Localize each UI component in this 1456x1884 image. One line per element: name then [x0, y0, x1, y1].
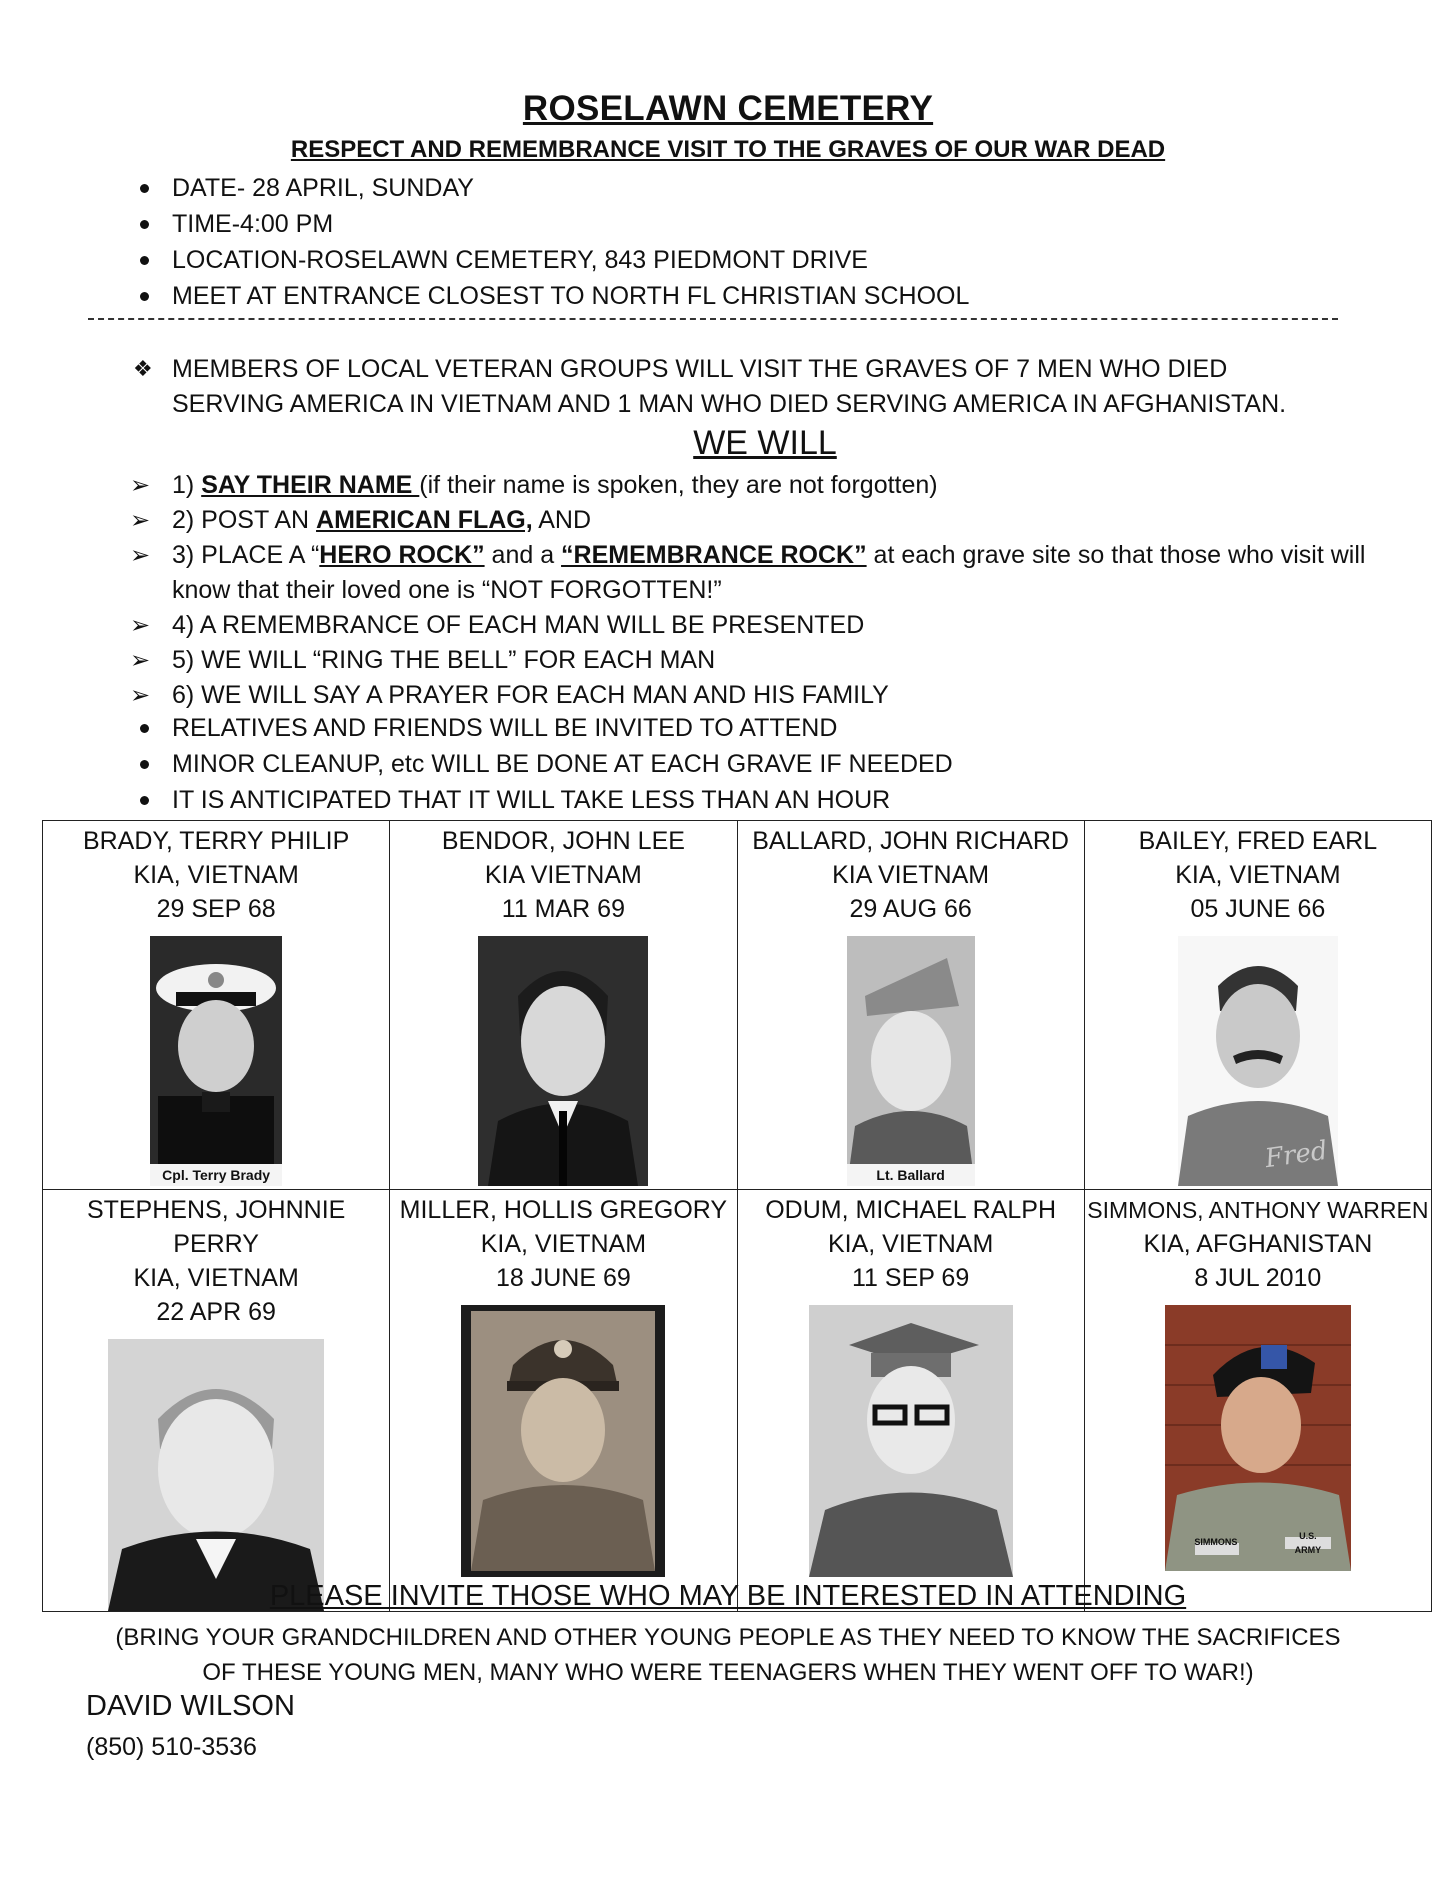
soldier-date: 11 SEP 69: [852, 1264, 970, 1292]
we-will-item-3: [0, 538, 1400, 608]
extra-info-relatives: RELATIVES AND FRIENDS WILL BE INVITED TO ATTEND: [0, 710, 953, 746]
event-date: DATE- 28 APRIL, SUNDAY: [0, 170, 969, 206]
photo-signature: Fred: [1263, 1135, 1330, 1175]
event-details-list: [0, 170, 969, 314]
soldier-name: BRADY, TERRY PHILIP: [82, 827, 350, 855]
we-will-list: [0, 468, 1400, 713]
photo-caption: Cpl. Terry Brady: [150, 1164, 282, 1186]
soldier-status: KIA VIETNAM: [832, 861, 990, 889]
soldier-status: KIA, VIETNAM: [827, 1230, 994, 1258]
soldier-date: 11 MAR 69: [501, 895, 625, 923]
photo-caption: SIMMONS: [1194, 1537, 1238, 1547]
extra-info-duration: IT IS ANTICIPATED THAT IT WILL TAKE LESS THAN AN HOUR: [0, 782, 953, 818]
soldier-photo: [1178, 936, 1338, 1186]
soldier-status: KIA, AFGHANISTAN: [1143, 1230, 1373, 1258]
page-subtitle: RESPECT AND REMEMBRANCE VISIT TO THE GRAVES OF OUR WAR DEAD: [290, 136, 1166, 163]
soldier-card-simmons: [1084, 1190, 1431, 1612]
soldier-card-ballard: [737, 821, 1084, 1190]
soldier-date: 18 JUNE 69: [495, 1264, 631, 1292]
soldier-card-odum: [737, 1190, 1084, 1612]
soldier-date: 29 AUG 66: [849, 895, 972, 923]
intro-text: MEMBERS OF LOCAL VETERAN GROUPS WILL VISIT THE GRAVES OF 7 MEN WHO DIED SERVING AMERICA IN VIETNAM AND 1 MAN WHO DIED SERVING AMERICA IN AFGHANISTAN.: [172, 355, 1287, 418]
soldier-photo: [461, 1305, 665, 1577]
item-prefix: 1): [172, 471, 202, 499]
item-rest: (if their name is spoken, they are not forgotten): [419, 471, 938, 499]
we-will-item-4: ➢ 4) A REMEMBRANCE OF EACH MAN WILL BE PRESENTED: [0, 608, 1400, 643]
event-location: LOCATION-ROSELAWN CEMETERY, 843 PIEDMONT DRIVE: [0, 242, 969, 278]
contact-name: DAVID WILSON: [86, 1690, 295, 1722]
soldier-status: KIA, VIETNAM: [133, 1264, 299, 1292]
soldier-date: 29 SEP 68: [156, 895, 276, 923]
we-will-item-1: [0, 468, 1400, 503]
photo-caption-secondary: U.S. ARMY: [1294, 1531, 1322, 1555]
page-title: ROSELAWN CEMETERY: [522, 89, 934, 128]
item-prefix: 2) POST AN: [172, 506, 317, 534]
soldier-photo: [108, 1339, 324, 1611]
event-time: TIME-4:00 PM: [0, 206, 969, 242]
diamond-bullet-icon: ❖: [133, 356, 153, 381]
we-will-item-2: [0, 503, 1400, 538]
soldier-photo: [847, 936, 975, 1186]
soldier-name: STEPHENS, JOHNNIE PERRY: [86, 1196, 346, 1258]
we-will-item-5: ➢ 5) WE WILL “RING THE BELL” FOR EACH MAN: [0, 643, 1400, 678]
item-prefix: 3) PLACE A “: [172, 541, 320, 569]
soldier-date: 22 APR 69: [156, 1298, 276, 1326]
soldier-date: 05 JUNE 66: [1190, 895, 1326, 923]
item-rest: at each grave site so that those who visit will know that their loved one is “NOT FORGOTTEN!”: [172, 541, 1366, 604]
soldier-photo: [809, 1305, 1013, 1577]
soldier-card-brady: [43, 821, 390, 1190]
bring-note: (BRING YOUR GRANDCHILDREN AND OTHER YOUNG PEOPLE AS THEY NEED TO KNOW THE SACRIFICES OF THESE YOUNG MEN, MANY WHO WERE TEENAGERS WHEN THEY WENT OFF TO WAR!): [115, 1624, 1341, 1686]
soldier-date: 8 JUL 2010: [1194, 1264, 1322, 1292]
dashed-separator: [88, 318, 1338, 320]
soldier-name: BALLARD, JOHN RICHARD: [752, 827, 1069, 855]
item-middle: and a: [484, 541, 562, 569]
soldier-status: KIA, VIETNAM: [1175, 861, 1341, 889]
soldier-name: BAILEY, FRED EARL: [1138, 827, 1378, 855]
soldier-card-stephens: [43, 1190, 390, 1612]
soldier-card-miller: [390, 1190, 737, 1612]
photo-caption: Lt. Ballard: [847, 1164, 975, 1186]
soldier-status: KIA, VIETNAM: [480, 1230, 647, 1258]
extra-info-cleanup: MINOR CLEANUP, etc WILL BE DONE AT EACH GRAVE IF NEEDED: [0, 746, 953, 782]
item-emphasis: SAY THEIR NAME: [201, 471, 420, 499]
we-will-heading: WE WILL: [693, 424, 837, 462]
soldier-photo: [150, 936, 282, 1186]
memorial-grid: [42, 820, 1432, 1612]
soldier-status: KIA VIETNAM: [484, 861, 642, 889]
event-meeting-point: MEET AT ENTRANCE CLOSEST TO NORTH FL CHRISTIAN SCHOOL: [0, 278, 969, 314]
item-emphasis: “REMEMBRANCE ROCK”: [561, 541, 867, 569]
item-emphasis: HERO ROCK”: [319, 541, 485, 569]
memorial-row: [43, 821, 1432, 1190]
item-rest: AND: [532, 506, 592, 534]
soldier-photo: [478, 936, 648, 1186]
item-emphasis: AMERICAN FLAG,: [316, 506, 533, 534]
soldier-card-bailey: [1084, 821, 1431, 1190]
soldier-status: KIA, VIETNAM: [133, 861, 299, 889]
we-will-item-6: ➢ 6) WE WILL SAY A PRAYER FOR EACH MAN AND HIS FAMILY: [0, 678, 1400, 713]
soldier-name: MILLER, HOLLIS GREGORY: [399, 1196, 728, 1224]
contact-phone: (850) 510-3536: [86, 1733, 257, 1761]
extra-info-list: [0, 710, 953, 818]
soldier-photo: [1165, 1305, 1351, 1571]
soldier-name: BENDOR, JOHN LEE: [441, 827, 685, 855]
soldier-card-bendor: [390, 821, 737, 1190]
invite-heading: PLEASE INVITE THOSE WHO MAY BE INTERESTED IN ATTENDING: [269, 1580, 1187, 1612]
soldier-name: SIMMONS, ANTHONY WARREN: [1087, 1197, 1429, 1223]
soldier-name: ODUM, MICHAEL RALPH: [765, 1196, 1057, 1224]
memorial-row: [43, 1190, 1432, 1612]
